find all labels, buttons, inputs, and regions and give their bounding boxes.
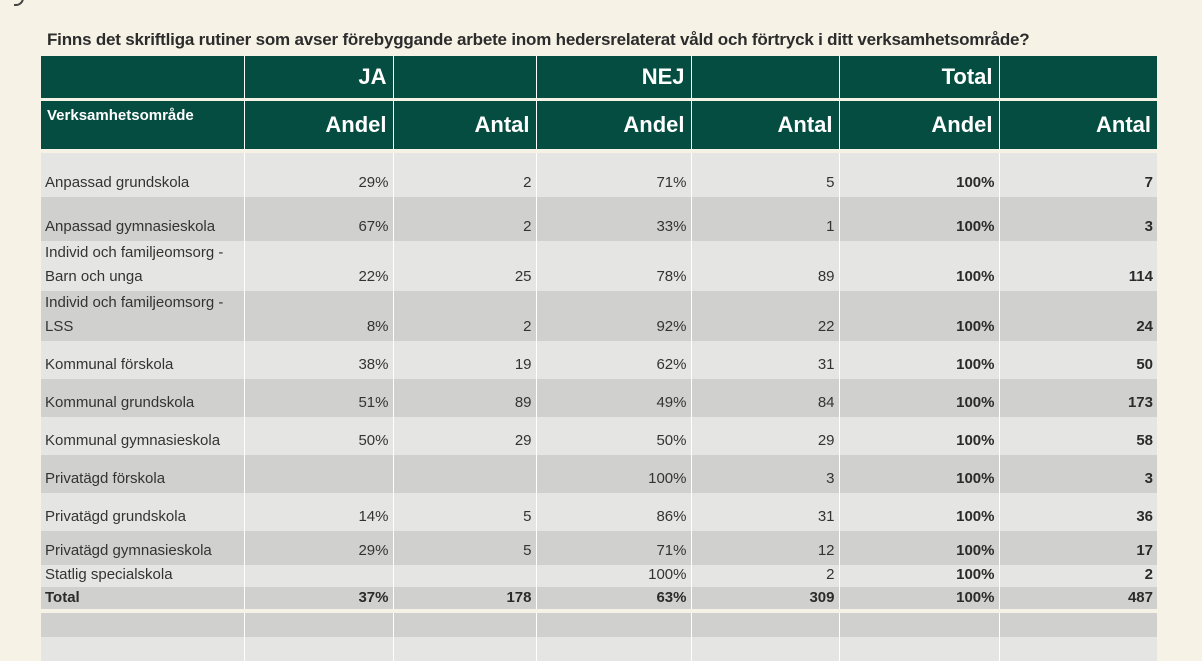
row-label-line: Kommunal förskola [45,356,174,373]
data-table [41,56,1157,661]
row-label-line: Privatägd gymnasieskola [45,542,212,559]
cell-value: 17 [999,531,1157,565]
group-header-ja: JA [244,56,393,98]
cell-value: 2 [691,565,839,587]
row-label-line: Individ och familjeomsorg - [45,294,224,311]
cell-value: 22% [244,241,393,291]
column-header: Andel [244,101,393,149]
cell-value: 19 [393,341,536,379]
empty-row [41,613,1157,637]
cell-value: 100% [839,417,999,455]
column-header: Antal [999,101,1157,149]
empty-cell [244,637,393,661]
cell-value: 100% [839,153,999,197]
cell-value: 14% [244,493,393,531]
cell-value: 100% [536,565,691,587]
cell-value: 3 [691,455,839,493]
cell-value: 173 [999,379,1157,417]
total-value: 63% [536,587,691,609]
row-label [41,241,244,291]
cell-value: 50 [999,341,1157,379]
cell-value [393,565,536,587]
cell-value: 71% [536,531,691,565]
row-label [41,565,244,587]
total-value: 178 [393,587,536,609]
group-header-total: Total [839,56,999,98]
cell-value: 29% [244,153,393,197]
group-header-blank [393,56,536,98]
empty-cell [41,613,244,637]
row-label-line: Anpassad gymnasieskola [45,218,216,235]
cell-value: 100% [839,379,999,417]
row-label [41,153,244,197]
table-row [41,379,1157,417]
row-label [41,455,244,493]
row-label [41,379,244,417]
cell-value: 25 [393,241,536,291]
cell-value: 78% [536,241,691,291]
column-header: Antal [393,101,536,149]
row-label [41,493,244,531]
corner-mark [14,0,24,6]
column-header-row [41,101,1157,149]
cell-value: 2 [999,565,1157,587]
cell-value: 22 [691,291,839,341]
empty-cell [839,613,999,637]
cell-value: 100% [536,455,691,493]
row-label [41,291,244,341]
table-row [41,197,1157,241]
cell-value: 12 [691,531,839,565]
cell-value: 100% [839,531,999,565]
cell-value: 50% [536,417,691,455]
table-row [41,241,1157,291]
cell-value: 62% [536,341,691,379]
cell-value: 3 [999,455,1157,493]
cell-value: 50% [244,417,393,455]
total-value: 309 [691,587,839,609]
cell-value: 114 [999,241,1157,291]
empty-row [41,637,1157,661]
cell-value: 100% [839,197,999,241]
cell-value: 7 [999,153,1157,197]
table-row [41,493,1157,531]
empty-cell [536,613,691,637]
row-label-line: Kommunal grundskola [45,394,195,411]
cell-value: 58 [999,417,1157,455]
empty-cell [393,637,536,661]
table-row [41,565,1157,587]
cell-value: 100% [839,341,999,379]
cell-value: 2 [393,153,536,197]
empty-cell [691,613,839,637]
cell-value: 71% [536,153,691,197]
cell-value: 100% [839,455,999,493]
empty-cell [999,613,1157,637]
row-label-line: Kommunal gymnasieskola [45,432,221,449]
empty-cell [244,613,393,637]
cell-value [244,455,393,493]
row-label [41,341,244,379]
total-value: 100% [839,587,999,609]
cell-value: 1 [691,197,839,241]
group-header-blank [999,56,1157,98]
row-label-line: Anpassad grundskola [45,174,190,191]
table-row [41,531,1157,565]
total-label: Total [41,587,244,609]
cell-value: 5 [393,531,536,565]
cell-value: 49% [536,379,691,417]
total-value: 487 [999,587,1157,609]
cell-value: 31 [691,341,839,379]
table-row [41,291,1157,341]
cell-value: 51% [244,379,393,417]
group-header-nej: NEJ [536,56,691,98]
row-label-line: Privatägd förskola [45,470,166,487]
row-label [41,197,244,241]
cell-value: 67% [244,197,393,241]
column-header: Antal [691,101,839,149]
empty-cell [393,613,536,637]
row-label-line: Privatägd grundskola [45,508,186,525]
row-label-line: LSS [45,318,74,335]
cell-value: 100% [839,241,999,291]
cell-value: 29 [691,417,839,455]
cell-value: 5 [691,153,839,197]
cell-value: 100% [839,493,999,531]
cell-value [393,455,536,493]
cell-value: 8% [244,291,393,341]
row-label-line: Statlig specialskola [45,566,173,583]
column-header: Andel [536,101,691,149]
cell-value: 84 [691,379,839,417]
cell-value: 100% [839,565,999,587]
cell-value: 33% [536,197,691,241]
row-header-label: Verksamhetsområde [41,101,244,149]
row-label-line: Individ och familjeomsorg - [45,244,224,261]
cell-value: 2 [393,291,536,341]
total-value: 37% [244,587,393,609]
empty-cell [536,637,691,661]
cell-value: 38% [244,341,393,379]
row-label [41,531,244,565]
column-header: Andel [839,101,999,149]
total-row [41,587,1157,609]
cell-value: 3 [999,197,1157,241]
cell-value: 36 [999,493,1157,531]
empty-cell [691,637,839,661]
empty-cell [839,637,999,661]
group-header-blank [691,56,839,98]
cell-value [244,565,393,587]
cell-value: 31 [691,493,839,531]
cell-value: 92% [536,291,691,341]
cell-value: 29 [393,417,536,455]
table-row [41,417,1157,455]
row-label-line: Barn och unga [45,268,143,285]
table-row [41,455,1157,493]
cell-value: 100% [839,291,999,341]
page-title: Finns det skriftliga rutiner som avser förebyggande arbete inom hedersrelaterat våld och förtryck i ditt verksamhetsområde? [47,30,1030,49]
cell-value: 89 [393,379,536,417]
empty-cell [41,637,244,661]
cell-value: 29% [244,531,393,565]
cell-value: 2 [393,197,536,241]
cell-value: 89 [691,241,839,291]
group-header-blank [41,56,244,98]
cell-value: 86% [536,493,691,531]
row-label [41,417,244,455]
cell-value: 24 [999,291,1157,341]
cell-value: 5 [393,493,536,531]
table-row [41,341,1157,379]
table-row [41,153,1157,197]
empty-cell [999,637,1157,661]
group-header-row [41,56,1157,98]
